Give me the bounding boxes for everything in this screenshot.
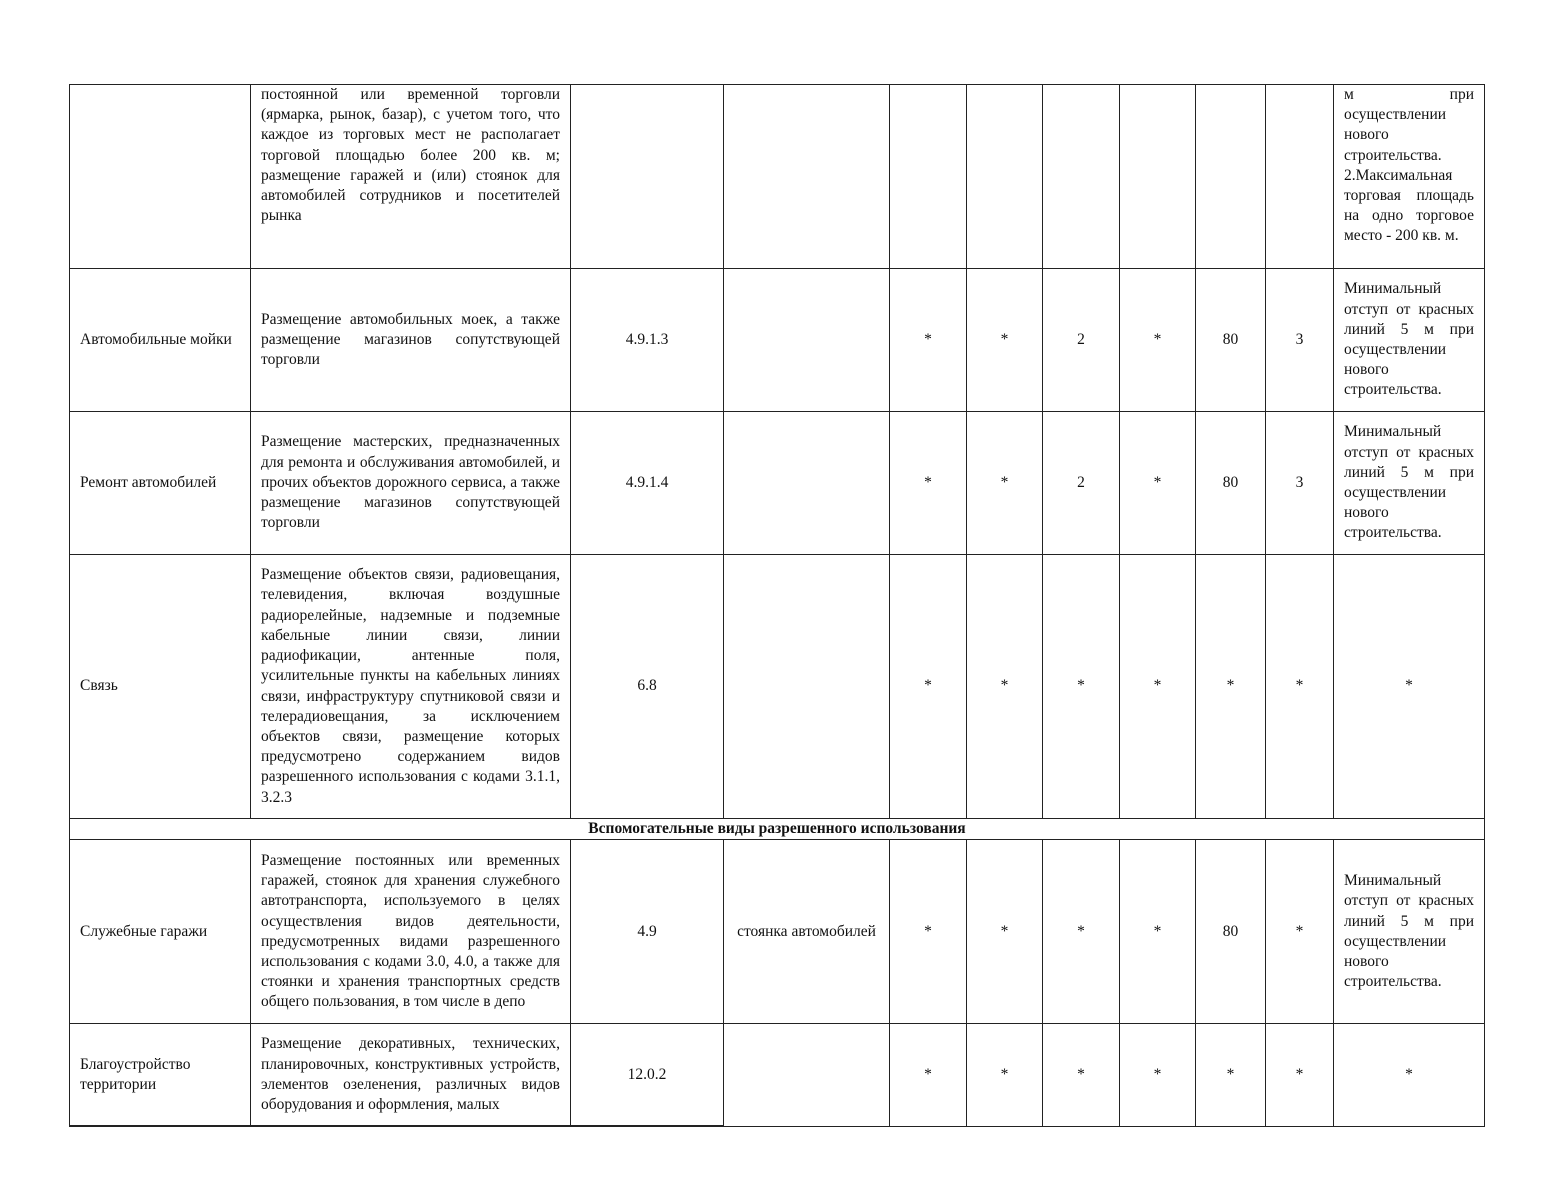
use-name-cell: Автомобильные мойки — [70, 269, 251, 412]
table-row — [70, 412, 1485, 555]
description-cell: Размещение автомобильных моек, а также размещение магазинов сопутствующей торговли — [251, 269, 571, 412]
value-cell: * — [1120, 840, 1196, 1024]
object-cell: стоянка автомобилей — [724, 840, 890, 1024]
object-cell — [724, 85, 890, 269]
object-cell — [724, 269, 890, 412]
zoning-table — [69, 84, 1485, 1127]
value-cell: * — [967, 555, 1043, 819]
value-cell: * — [1266, 840, 1334, 1024]
value-cell: * — [1043, 555, 1120, 819]
value-cell: * — [967, 269, 1043, 412]
value-cell: * — [1120, 1024, 1196, 1127]
description-cell: постоянной или временной торговли (ярмарка, рынок, базар), с учетом того, что каждое из торговых мест не располагает торговой площадью более 200 кв. м; размещение гаражей и (или) стоянок для автомобилей сотрудников и посетителей рынка — [251, 85, 571, 269]
table-row — [70, 85, 1485, 269]
value-cell — [1196, 85, 1266, 269]
value-cell — [890, 85, 967, 269]
notes-cell: м при осуществлении нового строительства. 2.Максимальная торговая площадь на одно торговое место - 200 кв. м. — [1334, 85, 1485, 269]
object-cell — [724, 555, 890, 819]
value-cell: * — [967, 840, 1043, 1024]
value-cell: 3 — [1266, 269, 1334, 412]
value-cell: * — [967, 412, 1043, 555]
code-cell: 6.8 — [571, 555, 724, 819]
value-cell: * — [1266, 1024, 1334, 1127]
code-cell: 12.0.2 — [571, 1024, 724, 1127]
value-cell — [1120, 85, 1196, 269]
code-cell: 4.9 — [571, 840, 724, 1024]
value-cell: * — [1196, 555, 1266, 819]
table-row — [70, 840, 1485, 1024]
description-cell: Размещение мастерских, предназначенных для ремонта и обслуживания автомобилей, и прочих объектов дорожного сервиса, а также размещение магазинов сопутствующей торговли — [251, 412, 571, 555]
code-cell — [571, 85, 724, 269]
use-name-cell: Ремонт автомобилей — [70, 412, 251, 555]
value-cell: * — [890, 840, 967, 1024]
value-cell: * — [1120, 555, 1196, 819]
value-cell: 80 — [1196, 412, 1266, 555]
section-row — [70, 819, 1485, 840]
value-cell: * — [967, 1024, 1043, 1127]
value-cell: * — [1196, 1024, 1266, 1127]
value-cell: * — [890, 412, 967, 555]
value-cell: 2 — [1043, 269, 1120, 412]
section-title: Вспомогательные виды разрешенного использования — [70, 819, 1485, 840]
code-cell: 4.9.1.3 — [571, 269, 724, 412]
table-row — [70, 1024, 1485, 1127]
value-cell: 80 — [1196, 840, 1266, 1024]
object-cell — [724, 412, 890, 555]
value-cell: * — [1043, 1024, 1120, 1127]
description-cell: Размещение объектов связи, радиовещания, телевидения, включая воздушные радиорелейные, надземные и подземные кабельные линии связи, линии радиофикации, антенные поля, усилительные пункты на кабельных линиях связи, инфраструктуру спутниковой связи и телерадиовещания, за исключением объектов связи, размещение которых предусмотрено содержанием видов разрешенного использования с кодами 3.1.1, 3.2.3 — [251, 555, 571, 819]
use-name-cell: Связь — [70, 555, 251, 819]
value-cell: * — [890, 555, 967, 819]
value-cell — [1043, 85, 1120, 269]
value-cell — [967, 85, 1043, 269]
use-name-cell: Благоустройство территории — [70, 1024, 251, 1127]
notes-cell: * — [1334, 555, 1485, 819]
table-row — [70, 269, 1485, 412]
value-cell: * — [1043, 840, 1120, 1024]
use-name-cell — [70, 85, 251, 269]
notes-cell: Минимальный отступ от красных линий 5 м при осуществлении нового строительства. — [1334, 412, 1485, 555]
code-cell: 4.9.1.4 — [571, 412, 724, 555]
description-cell: Размещение постоянных или временных гаражей, стоянок для хранения служебного автотранспорта, используемого в целях осуществления видов деятельности, предусмотренных видами разрешенного использования с кодами 3.0, 4.0, а также для стоянки и хранения транспортных средств общего пользования, в том числе в депо — [251, 840, 571, 1024]
value-cell: 3 — [1266, 412, 1334, 555]
value-cell: * — [1120, 269, 1196, 412]
value-cell: 2 — [1043, 412, 1120, 555]
value-cell — [1266, 85, 1334, 269]
value-cell: * — [1266, 555, 1334, 819]
table-row — [70, 555, 1485, 819]
object-cell — [724, 1024, 890, 1127]
notes-cell: * — [1334, 1024, 1485, 1127]
notes-cell: Минимальный отступ от красных линий 5 м при осуществлении нового строительства. — [1334, 269, 1485, 412]
value-cell: 80 — [1196, 269, 1266, 412]
use-name-cell: Служебные гаражи — [70, 840, 251, 1024]
notes-cell: Минимальный отступ от красных линий 5 м при осуществлении нового строительства. — [1334, 840, 1485, 1024]
description-cell: Размещение декоративных, технических, планировочных, конструктивных устройств, элементов озеленения, различных видов оборудования и оформления, малых — [251, 1024, 571, 1127]
value-cell: * — [890, 1024, 967, 1127]
value-cell: * — [890, 269, 967, 412]
value-cell: * — [1120, 412, 1196, 555]
